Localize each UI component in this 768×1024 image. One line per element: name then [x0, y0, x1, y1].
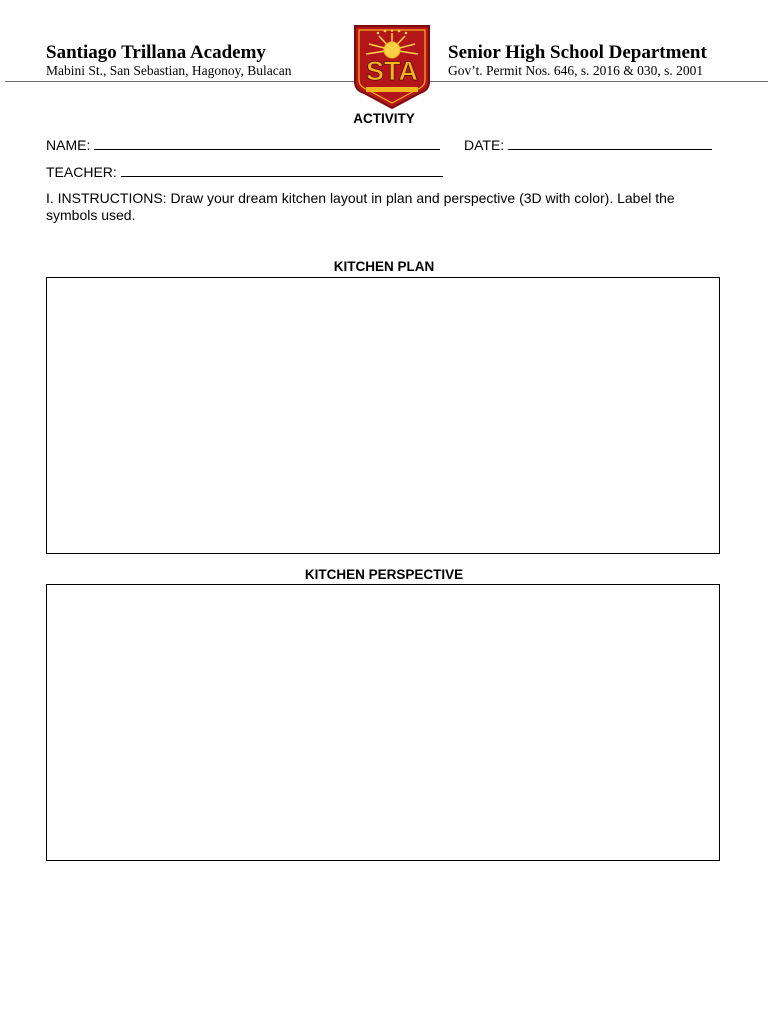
government-permit: Gov’t. Permit Nos. 646, s. 2016 & 030, s. 2001 [448, 63, 704, 78]
date-blank [508, 137, 712, 150]
instructions-text: I. INSTRUCTIONS: Draw your dream kitchen layout in plan and perspective (3D with color). Label the symbols used. [46, 190, 675, 223]
name-field [46, 137, 440, 153]
kitchen-plan-title: KITCHEN PLAN [333, 259, 435, 274]
department-name: Senior High School Department [448, 42, 707, 63]
teacher-field [46, 164, 443, 180]
kitchen-perspective-drawing-box [46, 584, 720, 861]
school-crest-icon [352, 24, 432, 110]
date-field [464, 137, 712, 153]
date-label: DATE: [464, 137, 505, 153]
name-label: NAME: [46, 137, 91, 153]
school-name: Santiago Trillana Academy [46, 42, 266, 63]
crest-letters: STA [366, 56, 418, 86]
teacher-label: TEACHER: [46, 164, 117, 180]
kitchen-perspective-title: KITCHEN PERSPECTIVE [304, 567, 464, 582]
name-blank [94, 137, 440, 150]
teacher-blank [121, 164, 443, 177]
activity-title: ACTIVITY [353, 111, 415, 126]
school-address: Mabini St., San Sebastian, Hagonoy, Bulacan [46, 63, 292, 78]
kitchen-plan-drawing-box [46, 277, 720, 554]
